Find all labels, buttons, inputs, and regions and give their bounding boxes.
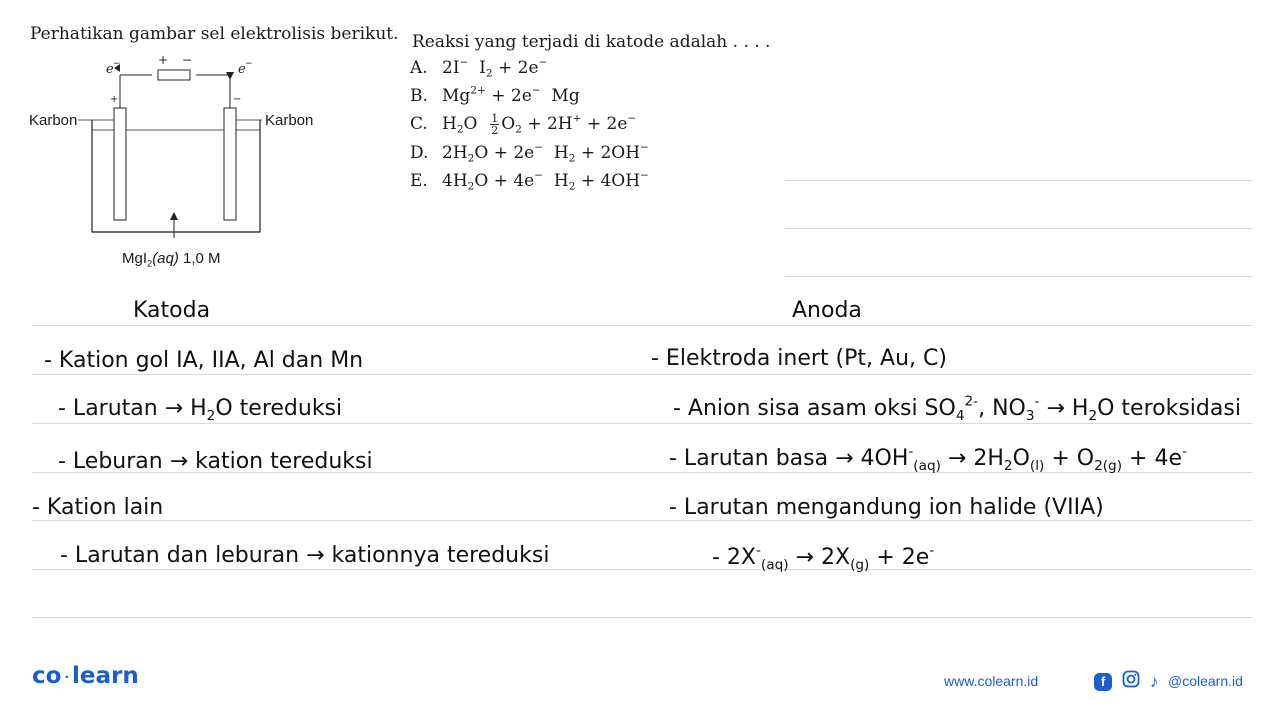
- arrow-icon: [226, 72, 234, 80]
- colearn-logo[interactable]: co · learn: [32, 663, 139, 689]
- option-letter: A.: [410, 58, 428, 78]
- ruled-line: [32, 374, 1252, 375]
- option-letter: E.: [410, 171, 428, 191]
- option-letter: B.: [410, 86, 428, 106]
- ruled-line: [785, 228, 1252, 229]
- label-karbon-left: Karbon: [29, 112, 78, 129]
- option-e[interactable]: E. $4H_2O + 4e^-$ $H_2 + 4OH^-$: [410, 169, 649, 193]
- ruled-line: [785, 180, 1252, 181]
- electrolysis-cell-diagram: [70, 50, 370, 240]
- right-electrode: [224, 108, 236, 220]
- option-d[interactable]: D. $2H_2O + 2e^-$ $H_2 + 2OH^-$: [410, 141, 649, 165]
- right-sign: −: [233, 94, 242, 105]
- electron-right: e: [238, 62, 246, 77]
- electron-left-sup: −: [113, 59, 121, 69]
- solution-arrow-head: [170, 212, 178, 220]
- label-karbon-right: Karbon: [265, 112, 314, 129]
- ruled-line: [32, 520, 1252, 521]
- electron-left: e: [106, 62, 114, 77]
- anoda-note-3: - Larutan basa → $4OH^-_{(aq)} \to 2H_2O_{(l)} + O_{2(g)} + 4e^-$: [669, 443, 1187, 474]
- option-b[interactable]: B. $Mg^{2+} + 2e^-$ Mg: [410, 84, 580, 106]
- question-prompt: Reaksi yang terjadi di katode adalah . . . .: [412, 32, 771, 52]
- website-link[interactable]: www.colearn.id: [944, 673, 1039, 689]
- ruled-line: [785, 276, 1252, 277]
- katoda-heading: Katoda: [133, 298, 211, 323]
- option-a[interactable]: A. 2I− $I_2 + 2e^-$: [410, 56, 548, 80]
- katoda-note-2: - Larutan → $H_2O$ tereduksi: [58, 396, 343, 424]
- solution-label: MgI$_2$(aq) 1,0 M: [122, 250, 221, 269]
- anoda-heading: Anoda: [792, 298, 862, 323]
- katoda-note-5: - Larutan dan leburan → kationnya tereduksi: [60, 543, 550, 568]
- tiktok-icon[interactable]: ♪: [1150, 671, 1159, 691]
- battery-icon: [158, 70, 190, 80]
- katoda-note-1: - Kation gol IA, IIA, Al dan Mn: [44, 348, 364, 373]
- katoda-note-4: - Kation lain: [32, 495, 164, 520]
- anoda-note-4: - Larutan mengandung ion halide (VIIA): [669, 495, 1104, 520]
- social-icons: [1094, 670, 1159, 693]
- facebook-icon[interactable]: f: [1094, 673, 1112, 691]
- katoda-note-3: - Leburan → kation tereduksi: [58, 449, 373, 474]
- anoda-note-1: - Elektroda inert (Pt, Au, C): [651, 346, 947, 371]
- battery-minus: −: [182, 53, 193, 67]
- fraction-one-half: $\frac{1}{2}$: [491, 112, 499, 137]
- instagram-icon[interactable]: [1122, 670, 1140, 693]
- ruled-line: [32, 569, 1252, 570]
- anoda-note-5: - $2X^-_{(aq)} \to 2X_{(g)} + 2e^-$: [712, 542, 935, 573]
- battery-plus: +: [158, 53, 169, 67]
- option-c[interactable]: C. $H_2O$ $\frac{1}{2}$ $O_2 + 2H^+ + 2e^-$: [410, 112, 637, 137]
- anoda-note-2: - Anion sisa asam oksi $SO_4^{2-}$, $NO_3^- \to H_2O$ teroksidasi: [673, 393, 1241, 424]
- question-intro: Perhatikan gambar sel elektrolisis berikut.: [30, 24, 399, 44]
- ruled-line: [32, 617, 1252, 618]
- option-letter: C.: [410, 114, 428, 134]
- left-sign: +: [110, 94, 119, 105]
- social-handle[interactable]: @colearn.id: [1168, 673, 1243, 689]
- left-electrode: [114, 108, 126, 220]
- option-letter: D.: [410, 143, 429, 163]
- ruled-line: [32, 325, 1252, 326]
- electron-right-sup: −: [245, 59, 253, 69]
